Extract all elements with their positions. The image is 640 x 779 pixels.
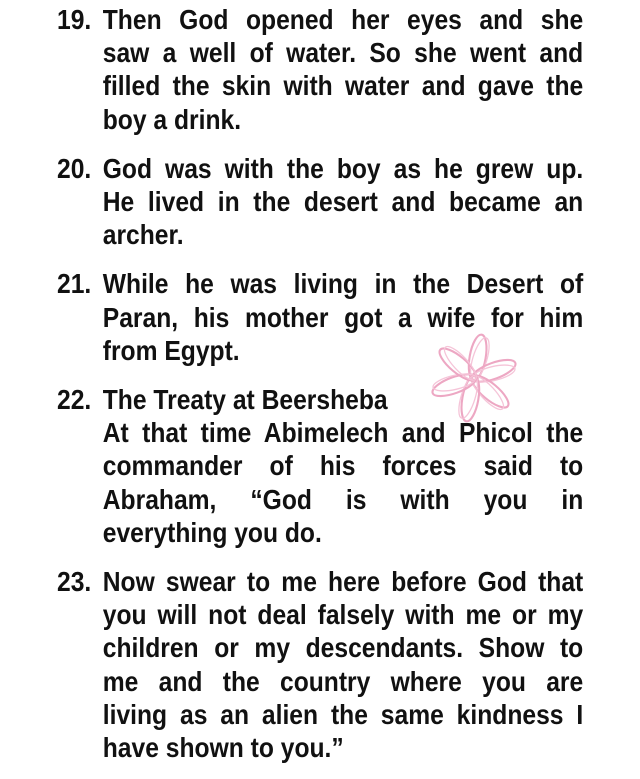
verse-21 <box>57 267 583 367</box>
verse-number: 22. <box>57 384 92 416</box>
verse-text <box>103 3 583 136</box>
verse-19 <box>57 3 583 136</box>
verse-number: 23. <box>57 566 92 598</box>
verse-line: He lived in the desert and became an <box>102 186 584 218</box>
verse-line: filled the skin with water and gave the <box>102 70 584 102</box>
verse-number: 19. <box>57 4 92 35</box>
verse-line: Paran, his mother got a wife for him <box>102 301 584 333</box>
verse-23 <box>57 565 583 764</box>
verse-text <box>103 565 583 764</box>
verse-line: boy a drink. <box>102 103 242 135</box>
verse-text <box>103 152 583 252</box>
verse-22 <box>57 383 583 549</box>
verse-line: everything you do. <box>102 516 322 548</box>
verse-20 <box>57 152 583 252</box>
verse-line: saw a well of water. So she went and <box>102 37 584 69</box>
verse-line: you will not deal falsely with me or my <box>102 599 584 631</box>
verse-line: Then God opened her eyes and she <box>102 4 584 35</box>
verse-line: commander of his forces said to <box>102 450 584 482</box>
verse-number: 20. <box>57 152 92 184</box>
verse-line: have shown to you.” <box>102 732 344 764</box>
verse-line: While he was living in the Desert of <box>102 268 584 300</box>
verse-line: children or my descendants. Show to <box>102 632 584 664</box>
verse-line: from Egypt. <box>102 334 240 366</box>
verse-line: me and the country where you are <box>102 665 584 697</box>
verse-line: living as an alien the same kindness I <box>102 698 584 730</box>
verse-line: Abraham, “God is with you in <box>102 483 584 515</box>
verse-line: At that time Abimelech and Phicol the <box>102 417 584 449</box>
verse-text <box>103 267 583 367</box>
verse-line: archer. <box>102 219 184 251</box>
verse-line: God was with the boy as he grew up. <box>102 152 584 184</box>
verse-line: Now swear to me here before God that <box>102 566 584 598</box>
section-heading: The Treaty at Beersheba <box>102 384 388 416</box>
verse-number: 21. <box>57 268 92 300</box>
verse-text <box>103 383 583 549</box>
